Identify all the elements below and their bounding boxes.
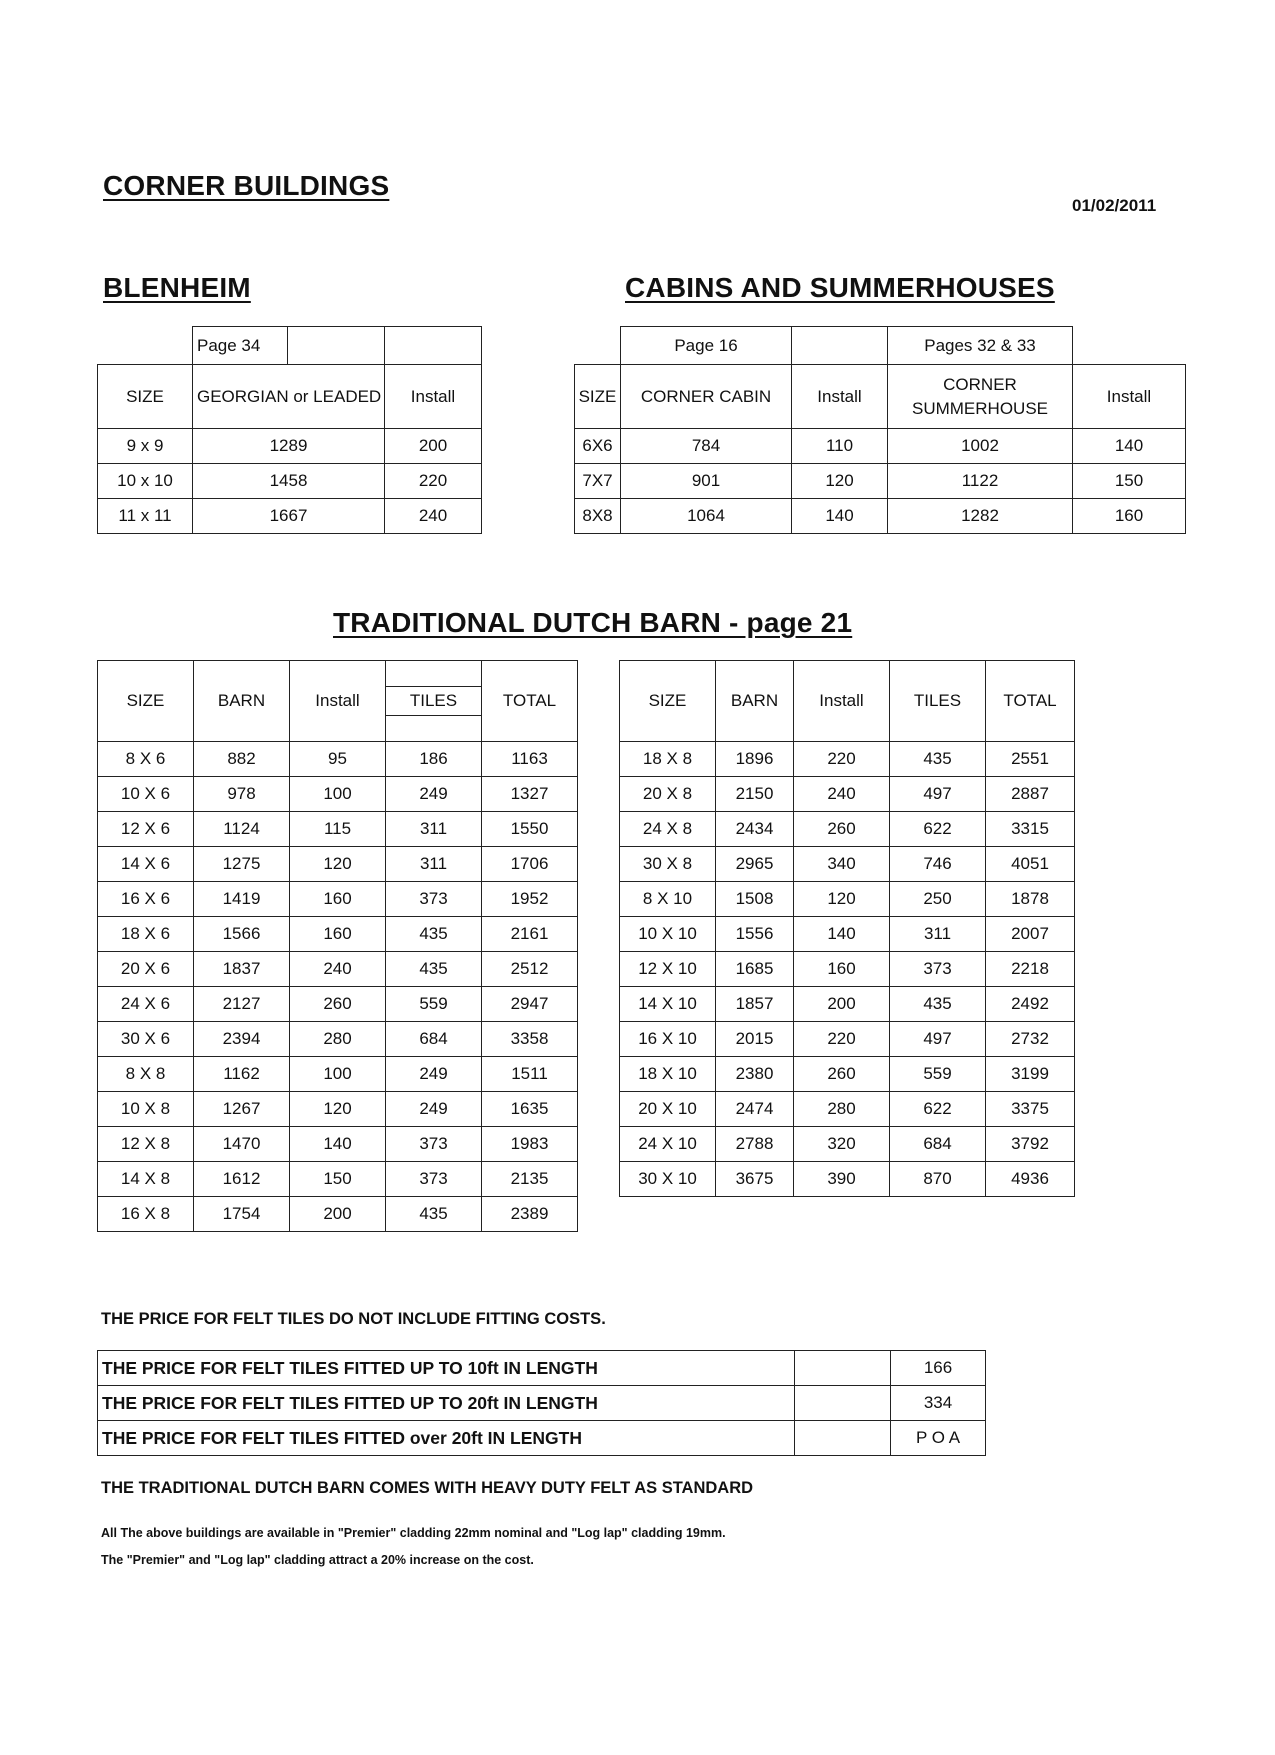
- table-row-cell: 622: [890, 1092, 986, 1127]
- table-row-cell: 2161: [482, 917, 578, 952]
- table-row-cell: 220: [794, 1022, 890, 1057]
- table-row-cell: 2732: [986, 1022, 1075, 1057]
- blenheim-cell: 9 x 9: [98, 429, 193, 464]
- table-row-cell: 4936: [986, 1162, 1075, 1197]
- table-row-cell: 1267: [194, 1092, 290, 1127]
- felt-fitting-note: THE PRICE FOR FELT TILES DO NOT INCLUDE FITTING COSTS.: [101, 1310, 606, 1328]
- felt-price-label: THE PRICE FOR FELT TILES FITTED over 20ft IN LENGTH: [98, 1421, 795, 1456]
- table-row: [98, 987, 578, 1022]
- table-row-cell: 784: [621, 429, 792, 464]
- table-row-cell: 497: [890, 777, 986, 812]
- table-row: [620, 742, 1075, 777]
- table-row-cell: 340: [794, 847, 890, 882]
- table-row-cell: 220: [794, 742, 890, 777]
- table-row-cell: 435: [386, 1197, 482, 1232]
- felt-price-row: [98, 1386, 986, 1421]
- table-row-cell: 1837: [194, 952, 290, 987]
- cabins-header-install-1: Install: [792, 365, 888, 429]
- table-row-cell: 8 X 8: [98, 1057, 194, 1092]
- cabins-header-install-2: Install: [1073, 365, 1186, 429]
- table-row-cell: 684: [890, 1127, 986, 1162]
- table-row-cell: 200: [290, 1197, 386, 1232]
- table-row-cell: 559: [386, 987, 482, 1022]
- table-row-cell: 18 X 8: [620, 742, 716, 777]
- table-row-cell: 16 X 8: [98, 1197, 194, 1232]
- table-row-cell: 435: [890, 742, 986, 777]
- table-row: [620, 1022, 1075, 1057]
- table-row-cell: 140: [792, 499, 888, 534]
- table-row: [98, 1057, 578, 1092]
- table-row-cell: 160: [1073, 499, 1186, 534]
- table-row-cell: 1556: [716, 917, 794, 952]
- table-row: [98, 1162, 578, 1197]
- table-row-cell: 559: [890, 1057, 986, 1092]
- table-row-cell: 10 X 8: [98, 1092, 194, 1127]
- dutch-barn-left-table: [97, 660, 578, 1232]
- table-row-cell: 1124: [194, 812, 290, 847]
- table-row-cell: 2135: [482, 1162, 578, 1197]
- cladding-footnote-1: All The above buildings are available in "Premier" cladding 22mm nominal and "Log lap" cladding 19mm.: [101, 1526, 726, 1540]
- blenheim-cell: 10 x 10: [98, 464, 193, 499]
- felt-price-row: [98, 1421, 986, 1456]
- table-row-cell: 2551: [986, 742, 1075, 777]
- table-row-cell: 12 X 8: [98, 1127, 194, 1162]
- table-row-cell: 12 X 6: [98, 812, 194, 847]
- table-row-cell: 435: [386, 952, 482, 987]
- table-row-cell: 12 X 10: [620, 952, 716, 987]
- table-row-cell: 150: [290, 1162, 386, 1197]
- table-row: [98, 917, 578, 952]
- table-row-cell: 1612: [194, 1162, 290, 1197]
- table-row-cell: 2947: [482, 987, 578, 1022]
- table-row-cell: 1419: [194, 882, 290, 917]
- table-row-cell: 10 X 10: [620, 917, 716, 952]
- table-row-cell: 110: [792, 429, 888, 464]
- barn-left-rows: [98, 742, 578, 1232]
- table-row-cell: 24 X 10: [620, 1127, 716, 1162]
- table-row-cell: 311: [386, 847, 482, 882]
- blenheim-table: [97, 326, 482, 534]
- table-row-cell: 3199: [986, 1057, 1075, 1092]
- table-row-cell: 2380: [716, 1057, 794, 1092]
- table-row: [620, 882, 1075, 917]
- table-row-cell: 311: [386, 812, 482, 847]
- barn-left-header-total: TOTAL: [482, 661, 578, 742]
- table-row-cell: 2887: [986, 777, 1075, 812]
- table-row-cell: 260: [290, 987, 386, 1022]
- table-row-cell: 1550: [482, 812, 578, 847]
- table-row-cell: 2150: [716, 777, 794, 812]
- cabins-header-corner-cabin: CORNER CABIN: [621, 365, 792, 429]
- table-row: [98, 1022, 578, 1057]
- table-row-cell: 200: [794, 987, 890, 1022]
- table-row-cell: 249: [386, 1057, 482, 1092]
- table-row-cell: 6X6: [575, 429, 621, 464]
- barn-right-header-size: SIZE: [620, 661, 716, 742]
- table-row-cell: 30 X 6: [98, 1022, 194, 1057]
- table-row: [98, 882, 578, 917]
- table-row-cell: 120: [290, 1092, 386, 1127]
- table-row-cell: 2492: [986, 987, 1075, 1022]
- cabins-table: [574, 326, 1186, 534]
- table-row: [98, 499, 482, 534]
- cabins-page-ref-1: Page 16: [621, 327, 792, 365]
- table-row-cell: 250: [890, 882, 986, 917]
- barn-right-header-total: TOTAL: [986, 661, 1075, 742]
- blenheim-cell: 240: [385, 499, 482, 534]
- table-row-cell: 2512: [482, 952, 578, 987]
- table-row-cell: 746: [890, 847, 986, 882]
- table-row: [98, 952, 578, 987]
- blenheim-cell: 220: [385, 464, 482, 499]
- table-row-cell: 4051: [986, 847, 1075, 882]
- barn-left-header-size: SIZE: [98, 661, 194, 742]
- table-row-cell: 3792: [986, 1127, 1075, 1162]
- table-row-cell: 373: [386, 1127, 482, 1162]
- blenheim-header-size: SIZE: [98, 365, 193, 429]
- table-row-cell: 100: [290, 1057, 386, 1092]
- table-row-cell: 1754: [194, 1197, 290, 1232]
- table-row-cell: 1327: [482, 777, 578, 812]
- table-row-cell: 2434: [716, 812, 794, 847]
- barn-right-header-install: Install: [794, 661, 890, 742]
- table-row: [575, 499, 1186, 534]
- cabins-page-ref-2: Pages 32 & 33: [888, 327, 1073, 365]
- felt-price-rows: [98, 1351, 986, 1456]
- table-row: [98, 847, 578, 882]
- table-row: [98, 812, 578, 847]
- table-row: [620, 812, 1075, 847]
- table-row-cell: 30 X 10: [620, 1162, 716, 1197]
- table-row-cell: 240: [290, 952, 386, 987]
- table-row-cell: 978: [194, 777, 290, 812]
- table-row-cell: 2127: [194, 987, 290, 1022]
- table-row-cell: 435: [386, 917, 482, 952]
- barn-left-header-install: Install: [290, 661, 386, 742]
- table-row: [620, 917, 1075, 952]
- table-row-cell: 373: [890, 952, 986, 987]
- blenheim-header-georgian: GEORGIAN or LEADED: [193, 365, 385, 429]
- barn-right-header-tiles: TILES: [890, 661, 986, 742]
- table-row-cell: 390: [794, 1162, 890, 1197]
- felt-price-value: P O A: [891, 1421, 986, 1456]
- table-row-cell: 16 X 10: [620, 1022, 716, 1057]
- table-row-cell: 8X8: [575, 499, 621, 534]
- blenheim-title: BLENHEIM: [103, 272, 251, 303]
- felt-price-label: THE PRICE FOR FELT TILES FITTED UP TO 20ft IN LENGTH: [98, 1386, 795, 1421]
- cabins-title: CABINS AND SUMMERHOUSES: [625, 272, 1055, 303]
- barn-right-header-barn: BARN: [716, 661, 794, 742]
- table-row-cell: 120: [290, 847, 386, 882]
- table-row-cell: 14 X 8: [98, 1162, 194, 1197]
- table-row-cell: 160: [290, 917, 386, 952]
- cabins-rows: [575, 429, 1186, 534]
- table-row-cell: 1857: [716, 987, 794, 1022]
- table-row-cell: 2015: [716, 1022, 794, 1057]
- table-row-cell: 7X7: [575, 464, 621, 499]
- table-row-cell: 311: [890, 917, 986, 952]
- felt-prices-table: [97, 1350, 986, 1456]
- table-row: [620, 1092, 1075, 1127]
- table-row: [620, 847, 1075, 882]
- table-row-cell: 240: [794, 777, 890, 812]
- table-row-cell: 16 X 6: [98, 882, 194, 917]
- table-row-cell: 120: [792, 464, 888, 499]
- blenheim-header-install: Install: [385, 365, 482, 429]
- table-row: [620, 1127, 1075, 1162]
- table-row-cell: 140: [290, 1127, 386, 1162]
- felt-price-row: [98, 1351, 986, 1386]
- table-row-cell: 1878: [986, 882, 1075, 917]
- table-row: [98, 1092, 578, 1127]
- table-row-cell: 140: [794, 917, 890, 952]
- felt-price-value: 334: [891, 1386, 986, 1421]
- blenheim-page-ref: Page 34: [193, 327, 288, 365]
- table-row-cell: 140: [1073, 429, 1186, 464]
- table-row-cell: 1064: [621, 499, 792, 534]
- table-row-cell: 2394: [194, 1022, 290, 1057]
- cabins-header-corner-summerhouse: CORNER SUMMERHOUSE: [888, 365, 1073, 429]
- table-row: [98, 429, 482, 464]
- table-row-cell: 1706: [482, 847, 578, 882]
- table-row-cell: 18 X 6: [98, 917, 194, 952]
- table-row: [620, 1162, 1075, 1197]
- table-row-cell: 30 X 8: [620, 847, 716, 882]
- table-row-cell: 186: [386, 742, 482, 777]
- table-row-cell: 249: [386, 777, 482, 812]
- table-row-cell: 280: [794, 1092, 890, 1127]
- dutch-barn-title: TRADITIONAL DUTCH BARN - page 21: [333, 607, 853, 638]
- felt-price-label: THE PRICE FOR FELT TILES FITTED UP TO 10ft IN LENGTH: [98, 1351, 795, 1386]
- table-row-cell: 1162: [194, 1057, 290, 1092]
- table-row-cell: 901: [621, 464, 792, 499]
- table-row-cell: 1952: [482, 882, 578, 917]
- table-row-cell: 260: [794, 812, 890, 847]
- table-row-cell: 3675: [716, 1162, 794, 1197]
- table-row-cell: 2389: [482, 1197, 578, 1232]
- table-row-cell: 20 X 6: [98, 952, 194, 987]
- page-title: CORNER BUILDINGS: [103, 170, 390, 201]
- table-row-cell: 3315: [986, 812, 1075, 847]
- heavy-duty-felt-note: THE TRADITIONAL DUTCH BARN COMES WITH HEAVY DUTY FELT AS STANDARD: [101, 1479, 754, 1497]
- table-row: [98, 464, 482, 499]
- table-row-cell: 1122: [888, 464, 1073, 499]
- table-row-cell: 882: [194, 742, 290, 777]
- table-row-cell: 1983: [482, 1127, 578, 1162]
- table-row-cell: 1896: [716, 742, 794, 777]
- cabins-header-size: SIZE: [575, 365, 621, 429]
- table-row-cell: 20 X 8: [620, 777, 716, 812]
- table-row-cell: 24 X 6: [98, 987, 194, 1022]
- table-row: [620, 952, 1075, 987]
- table-row-cell: 8 X 6: [98, 742, 194, 777]
- table-row-cell: 24 X 8: [620, 812, 716, 847]
- table-row-cell: 100: [290, 777, 386, 812]
- table-row-cell: 1282: [888, 499, 1073, 534]
- barn-left-header-tiles: TILES: [386, 686, 481, 716]
- table-row-cell: 1508: [716, 882, 794, 917]
- blenheim-cell: 11 x 11: [98, 499, 193, 534]
- table-row-cell: 684: [386, 1022, 482, 1057]
- table-row-cell: 1635: [482, 1092, 578, 1127]
- table-row-cell: 249: [386, 1092, 482, 1127]
- table-row: [98, 1197, 578, 1232]
- blenheim-cell: 1458: [193, 464, 385, 499]
- table-row-cell: 160: [290, 882, 386, 917]
- table-row: [620, 1057, 1075, 1092]
- table-row-cell: 14 X 6: [98, 847, 194, 882]
- table-row-cell: 2474: [716, 1092, 794, 1127]
- blenheim-cell: 200: [385, 429, 482, 464]
- table-row-cell: 2788: [716, 1127, 794, 1162]
- table-row-cell: 1685: [716, 952, 794, 987]
- table-row: [575, 429, 1186, 464]
- table-row-cell: 1275: [194, 847, 290, 882]
- table-row: [620, 987, 1075, 1022]
- blenheim-cell: 1667: [193, 499, 385, 534]
- table-row-cell: 120: [794, 882, 890, 917]
- table-row-cell: 1511: [482, 1057, 578, 1092]
- barn-left-header-barn: BARN: [194, 661, 290, 742]
- table-row-cell: 18 X 10: [620, 1057, 716, 1092]
- table-row-cell: 3358: [482, 1022, 578, 1057]
- table-row-cell: 435: [890, 987, 986, 1022]
- table-row-cell: 870: [890, 1162, 986, 1197]
- table-row: [98, 742, 578, 777]
- table-row-cell: 150: [1073, 464, 1186, 499]
- table-row-cell: 280: [290, 1022, 386, 1057]
- felt-price-value: 166: [891, 1351, 986, 1386]
- cladding-footnote-2: The "Premier" and "Log lap" cladding attract a 20% increase on the cost.: [101, 1553, 534, 1567]
- table-row-cell: 10 X 6: [98, 777, 194, 812]
- table-row-cell: 1566: [194, 917, 290, 952]
- table-row-cell: 1002: [888, 429, 1073, 464]
- blenheim-rows: [98, 429, 482, 534]
- table-row-cell: 8 X 10: [620, 882, 716, 917]
- table-row-cell: 20 X 10: [620, 1092, 716, 1127]
- table-row-cell: 373: [386, 882, 482, 917]
- dutch-barn-right-table: [619, 660, 1075, 1197]
- table-row-cell: 260: [794, 1057, 890, 1092]
- table-row-cell: 160: [794, 952, 890, 987]
- table-row-cell: 3375: [986, 1092, 1075, 1127]
- table-row: [98, 1127, 578, 1162]
- table-row: [575, 464, 1186, 499]
- table-row-cell: 2007: [986, 917, 1075, 952]
- table-row-cell: 14 X 10: [620, 987, 716, 1022]
- table-row-cell: 95: [290, 742, 386, 777]
- table-row-cell: 115: [290, 812, 386, 847]
- table-row-cell: 622: [890, 812, 986, 847]
- document-date: 01/02/2011: [1072, 196, 1157, 215]
- table-row-cell: 1470: [194, 1127, 290, 1162]
- table-row-cell: 2965: [716, 847, 794, 882]
- barn-right-rows: [620, 742, 1075, 1197]
- table-row: [98, 777, 578, 812]
- table-row-cell: 373: [386, 1162, 482, 1197]
- blenheim-cell: 1289: [193, 429, 385, 464]
- table-row-cell: 2218: [986, 952, 1075, 987]
- table-row-cell: 320: [794, 1127, 890, 1162]
- table-row-cell: 1163: [482, 742, 578, 777]
- table-row: [620, 777, 1075, 812]
- table-row-cell: 497: [890, 1022, 986, 1057]
